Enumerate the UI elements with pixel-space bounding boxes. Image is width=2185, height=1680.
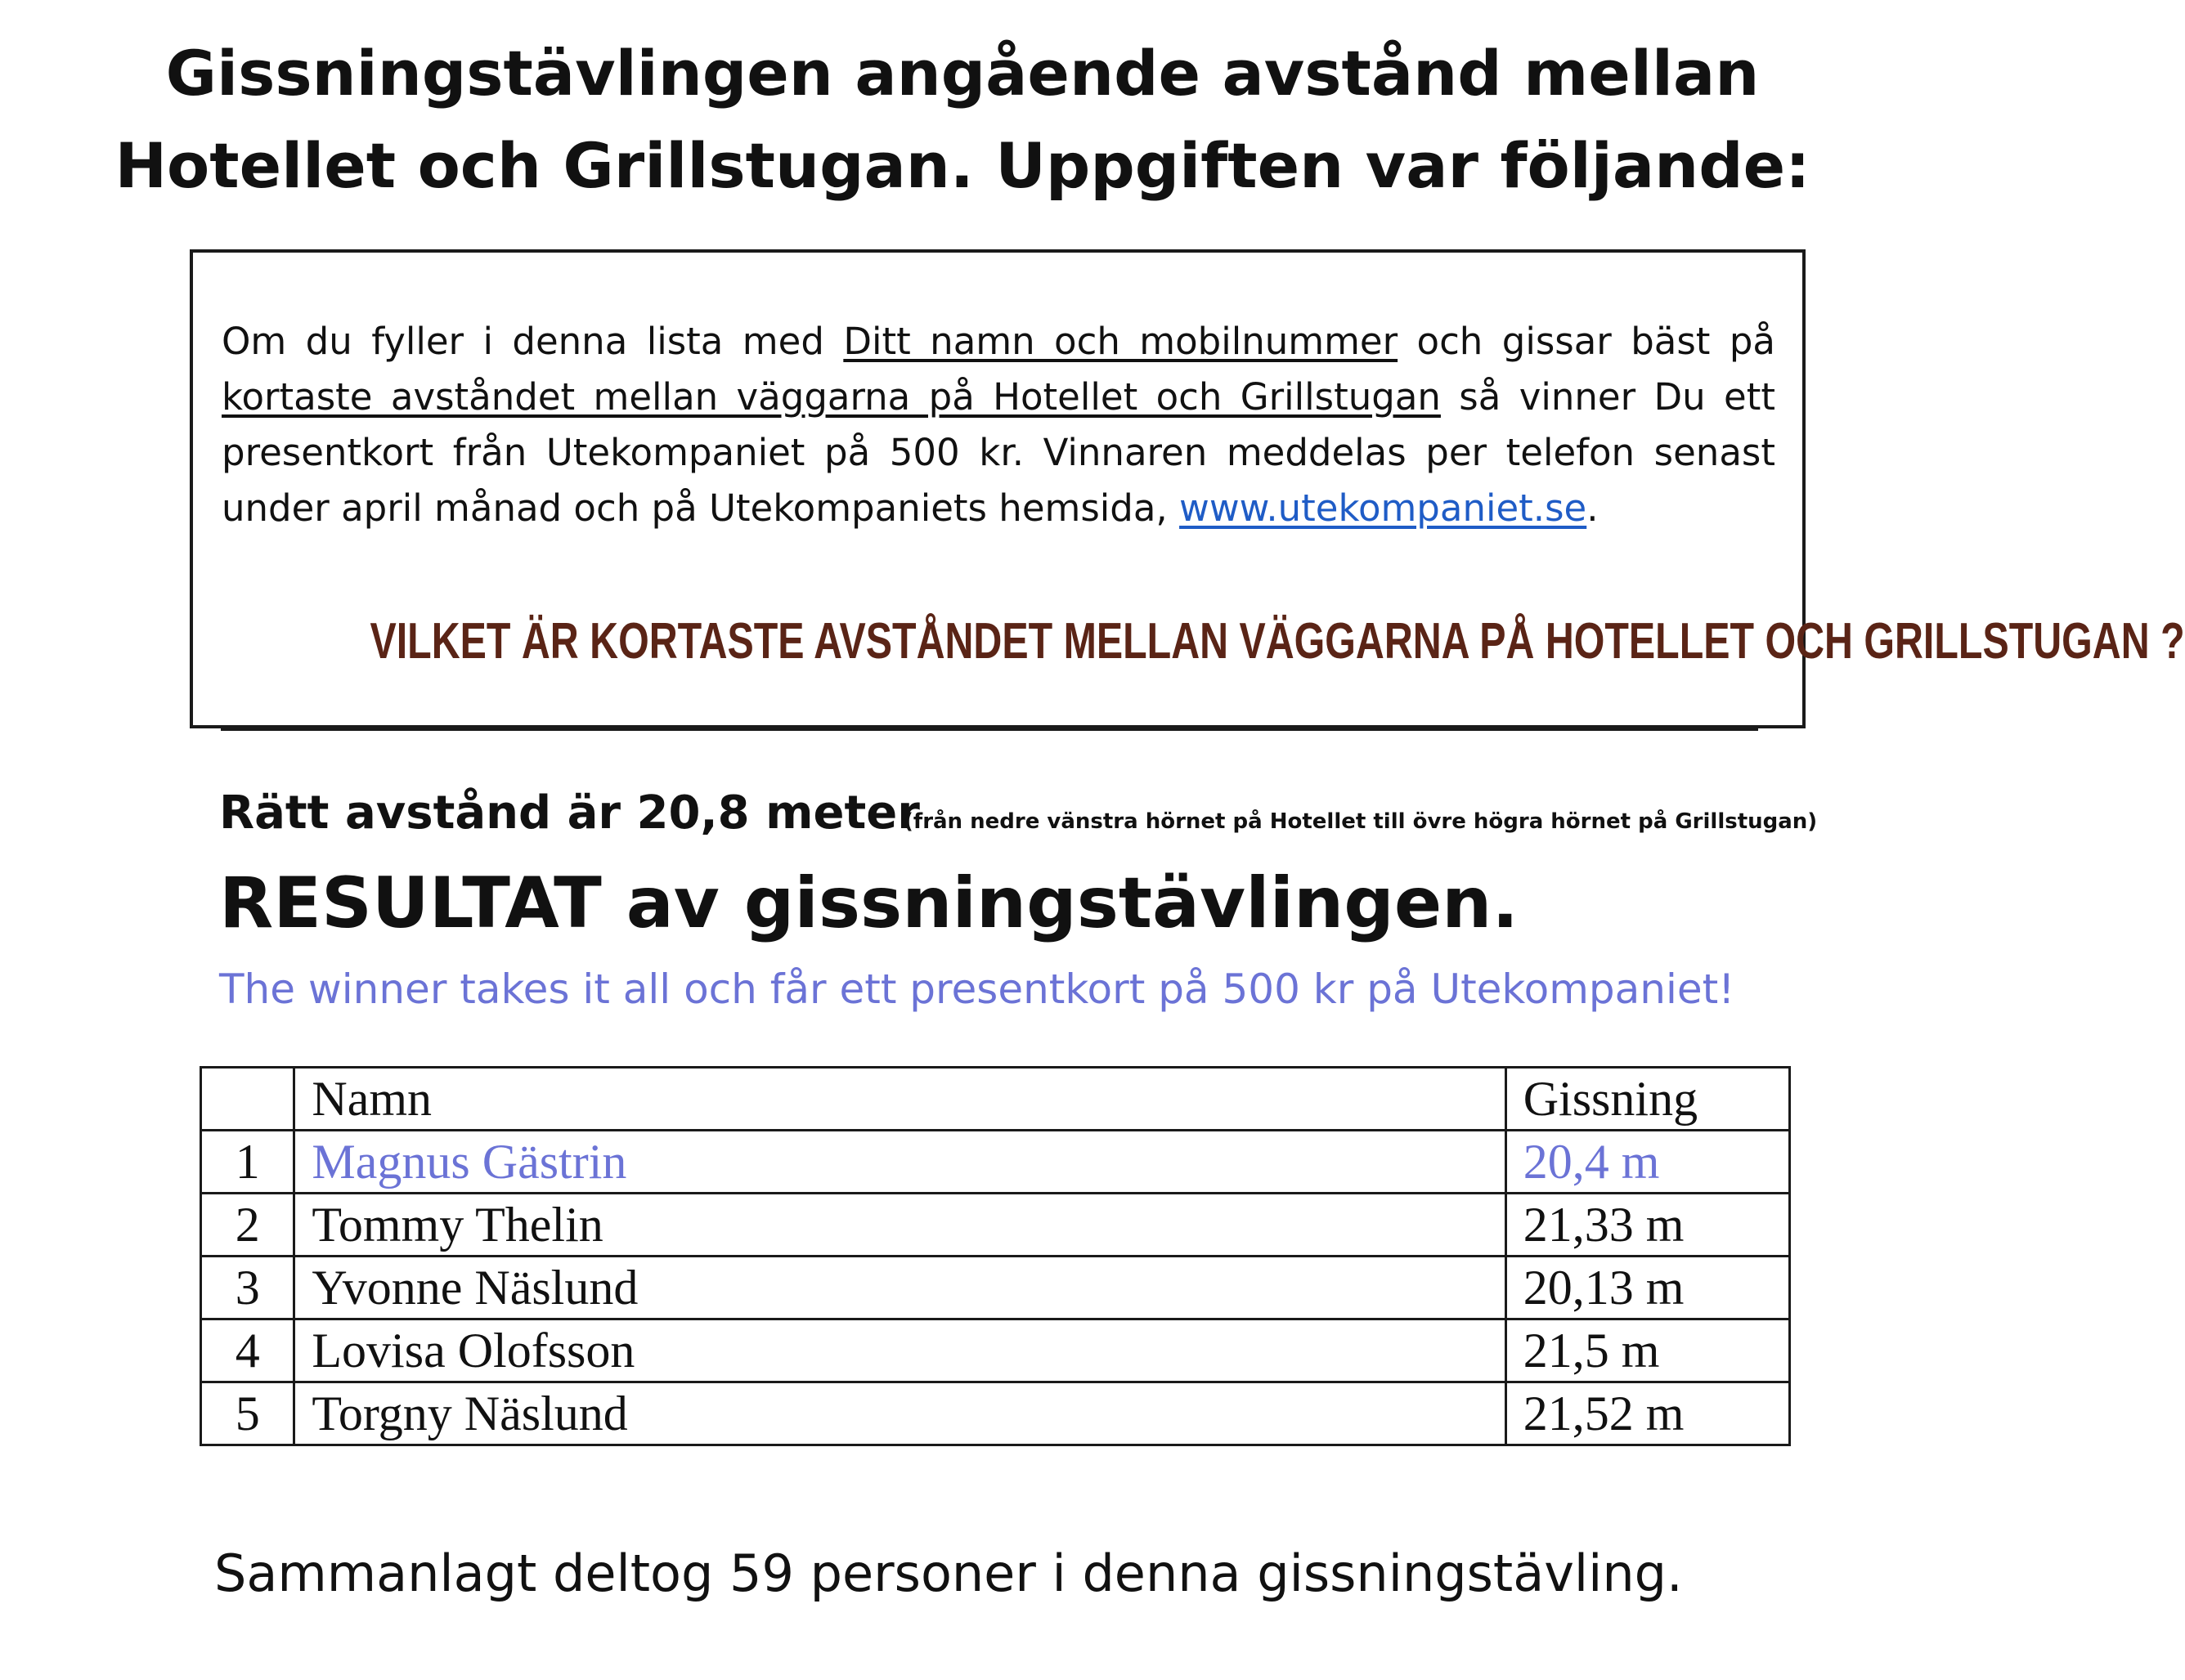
name-cell: Lovisa Olofsson (294, 1319, 1505, 1382)
name-cell: Yvonne Näslund (294, 1257, 1505, 1319)
task-description (222, 314, 1775, 536)
rank-cell: 3 (201, 1257, 294, 1319)
utekompaniet-link[interactable]: www.utekompaniet.se (1179, 486, 1587, 530)
task-text-2: och gissar bäst på (1398, 320, 1775, 363)
task-underlined-name-phone: Ditt namn och mobilnummer (843, 320, 1398, 363)
rank-cell: 5 (201, 1382, 294, 1445)
guess-cell: 21,33 m (1505, 1194, 1789, 1257)
table-row (201, 1194, 1790, 1257)
task-underlined-distance: kortaste avståndet mellan väggarna på Hotellet och Grillstugan (222, 375, 1441, 419)
correct-answer-note: (från nedre vänstra hörnet på Hotellet till övre högra hörnet på Grillstugan) (904, 809, 1818, 834)
answer-line (221, 728, 1758, 731)
name-cell: Tommy Thelin (294, 1194, 1505, 1257)
task-text-3: så vinner Du ett presentkort från Utekompaniet på 500 kr. Vinnaren meddelas per telefon senast under april månad och på Utekompaniets hemsida, (222, 375, 1775, 530)
header-rank (201, 1068, 294, 1131)
table-row (201, 1257, 1790, 1319)
guess-cell: 20,4 m (1505, 1131, 1789, 1194)
name-cell: Torgny Näslund (294, 1382, 1505, 1445)
table-header-row (201, 1068, 1790, 1131)
heading-line-1: Gissningstävlingen angående avstånd mellan (165, 37, 1760, 110)
table-row (201, 1382, 1790, 1445)
table-row (201, 1131, 1790, 1194)
task-text-1: Om du fyller i denna lista med (222, 320, 844, 363)
header-name: Namn (294, 1068, 1505, 1131)
task-question: VILKET ÄR KORTASTE AVSTÅNDET MELLAN VÄGGARNA PÅ HOTELLET OCH GRILLSTUGAN ? (370, 613, 2185, 670)
rank-cell: 2 (201, 1194, 294, 1257)
guess-cell: 21,5 m (1505, 1319, 1789, 1382)
guess-cell: 20,13 m (1505, 1257, 1789, 1319)
winner-note: The winner takes it all och får ett presentkort på 500 kr på Utekompaniet! (219, 965, 1735, 1013)
guess-cell: 21,52 m (1505, 1382, 1789, 1445)
task-text-4: . (1586, 486, 1599, 530)
name-cell: Magnus Gästrin (294, 1131, 1505, 1194)
results-table (200, 1066, 1791, 1446)
header-guess: Gissning (1505, 1068, 1789, 1131)
task-box (190, 249, 2185, 728)
rank-cell: 4 (201, 1319, 294, 1382)
heading-line-2: Hotellet och Grillstugan. Uppgiften var följande: (114, 129, 1810, 202)
rank-cell: 1 (201, 1131, 294, 1194)
table-row (201, 1319, 1790, 1382)
results-title: RESULTAT av gissningstävlingen. (219, 862, 1519, 944)
participants-summary: Sammanlagt deltog 59 personer i denna gissningstävling. (214, 1543, 1683, 1603)
correct-answer: Rätt avstånd är 20,8 meter (219, 786, 920, 840)
